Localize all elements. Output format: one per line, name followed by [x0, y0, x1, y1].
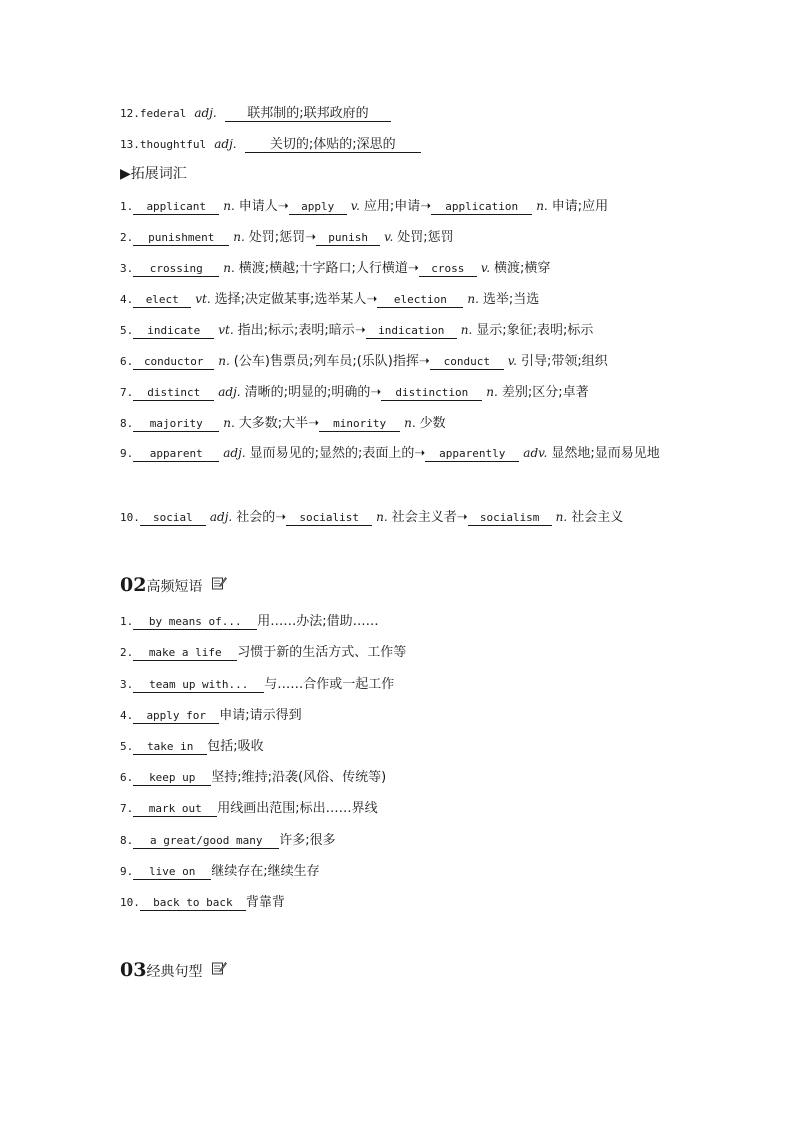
answer-blank: punishment — [133, 230, 229, 246]
text-span: federal — [139, 107, 187, 120]
part-of-speech: n. — [555, 510, 568, 524]
answer-blank: conductor — [133, 354, 214, 370]
vocab-entry-12 — [120, 104, 680, 123]
text-span: 5. — [120, 324, 134, 337]
arrow-icon: ➝ — [370, 385, 382, 400]
text-span: 用线画出范围;标出……界线 — [217, 801, 378, 816]
section-heading-03 — [120, 958, 227, 985]
text-span: 少数 — [419, 416, 446, 431]
text-span: 6. — [120, 771, 134, 784]
expand-item — [120, 321, 680, 340]
part-of-speech: adj. — [214, 137, 237, 151]
text-span: 背靠背 — [245, 895, 285, 910]
text-span: 4. — [120, 709, 134, 722]
text-span: 与……合作或一起工作 — [264, 677, 395, 692]
text-span: 社会主义者 — [391, 510, 457, 525]
arrow-icon: ➝ — [354, 323, 366, 338]
text-span: 13. — [120, 138, 140, 151]
text-span: thoughtful — [139, 138, 207, 151]
answer-blank: socialist — [286, 510, 372, 526]
text-span: 指出;标示;表明;暗示 — [237, 323, 355, 338]
text-span: 3. — [120, 678, 134, 691]
part-of-speech: n. — [233, 230, 245, 244]
text-span: 经典句型 — [146, 964, 203, 980]
answer-blank: keep up — [133, 770, 211, 786]
text-span: 12. — [120, 107, 140, 120]
part-of-speech: adj. — [194, 106, 217, 120]
part-of-speech: adj. — [218, 385, 241, 399]
part-of-speech: adj. — [209, 510, 233, 524]
text-span: 社会主义 — [571, 510, 624, 525]
answer-blank: conduct — [430, 354, 504, 370]
phrase-item — [120, 863, 680, 881]
text-span: 02 — [120, 574, 147, 596]
answer-blank: live on — [133, 864, 211, 880]
part-of-speech: n. — [486, 385, 498, 399]
text-span: 03 — [120, 959, 147, 981]
text-span: 高频短语 — [146, 579, 203, 595]
answer-blank: 联邦制的;联邦政府的 — [225, 106, 391, 122]
memo-pencil-icon — [211, 575, 227, 600]
text-span: 4. — [120, 293, 134, 306]
part-of-speech: n. — [376, 510, 388, 524]
part-of-speech: n. — [460, 323, 473, 337]
part-of-speech: adv. — [523, 446, 548, 460]
answer-blank: distinct — [133, 385, 214, 401]
answer-blank: application — [431, 199, 532, 215]
vocab-entry-13 — [120, 135, 680, 154]
section-heading-02 — [120, 573, 227, 600]
text-span: 社会的 — [236, 510, 276, 525]
part-of-speech: v. — [384, 230, 394, 244]
answer-blank: team up with... — [133, 677, 264, 693]
text-span: 3. — [120, 262, 134, 275]
text-span: 横渡;横穿 — [494, 261, 551, 276]
part-of-speech: n. — [223, 416, 235, 430]
expand-item — [120, 290, 680, 309]
text-span: 显示;象征;表明;标示 — [476, 323, 594, 338]
text-span: 申请人 — [238, 199, 278, 214]
arrow-icon: ➝ — [308, 416, 320, 431]
phrase-item — [120, 676, 680, 694]
answer-blank: election — [377, 292, 463, 308]
answer-blank: crossing — [133, 261, 219, 277]
text-span: 10. — [120, 896, 140, 909]
text-span: 申请;请示得到 — [219, 708, 302, 723]
text-span: 选举;当选 — [482, 292, 540, 307]
phrase-item — [120, 644, 680, 662]
part-of-speech: v. — [480, 261, 491, 275]
answer-blank: 关切的;体贴的;深思的 — [245, 137, 421, 153]
text-span: 1. — [120, 200, 134, 213]
memo-pencil-icon — [211, 960, 227, 985]
text-span: 清晰的;明显的;明确的 — [244, 385, 371, 400]
text-span: 拓展词汇 — [130, 166, 187, 182]
part-of-speech: n. — [467, 292, 479, 306]
text-span: (公车)售票员;列车员;(乐队)指挥 — [233, 354, 419, 369]
answer-blank: elect — [133, 292, 191, 308]
answer-blank: a great/good many — [133, 833, 279, 849]
text-span: 9. — [120, 865, 134, 878]
expand-item — [120, 228, 680, 247]
text-span: 引导;带领;组织 — [520, 354, 608, 369]
arrow-icon: ➝ — [407, 261, 419, 276]
phrase-item — [120, 738, 680, 756]
text-span: 差别;区分;卓著 — [501, 385, 589, 400]
part-of-speech: n. — [536, 199, 548, 213]
text-span: 习惯于新的生活方式、工作等 — [237, 645, 407, 660]
answer-blank: make a life — [133, 645, 237, 661]
answer-blank: apply — [289, 199, 347, 215]
arrow-icon: ➝ — [305, 230, 317, 245]
triangle-marker-icon: ▶ — [120, 166, 131, 182]
expand-item — [120, 508, 680, 527]
text-span: 7. — [120, 386, 134, 399]
answer-blank: distinction — [381, 385, 482, 401]
phrase-item — [120, 832, 680, 850]
text-span: 申请;应用 — [551, 199, 609, 214]
part-of-speech: n. — [218, 354, 230, 368]
arrow-icon: ➝ — [418, 354, 430, 369]
text-span: 10. — [120, 511, 140, 524]
phrase-item — [120, 800, 680, 818]
arrow-icon: ➝ — [420, 199, 432, 214]
answer-blank: indication — [366, 323, 457, 339]
text-span: 包括;吸收 — [207, 739, 264, 754]
answer-blank: apparently — [425, 446, 519, 462]
text-span: 应用;申请 — [363, 199, 421, 214]
arrow-icon: ➝ — [366, 292, 378, 307]
text-span: 许多;很多 — [279, 833, 336, 848]
answer-blank: back to back — [140, 895, 246, 911]
text-span: 显而易见的;显然的;表面上的 — [249, 446, 415, 461]
text-span: 显然地;显而易见地 — [551, 446, 660, 461]
part-of-speech: n. — [223, 199, 235, 213]
text-span: 7. — [120, 802, 134, 815]
answer-blank: social — [140, 510, 206, 526]
expand-item — [120, 259, 680, 278]
text-span: 处罚;惩罚 — [397, 230, 454, 245]
arrow-icon: ➝ — [277, 199, 289, 214]
text-span: 坚持;维持;沿袭(风俗、传统等) — [211, 770, 387, 785]
phrase-item — [120, 894, 680, 912]
text-span: 大多数;大半 — [238, 416, 309, 431]
part-of-speech: v. — [350, 199, 360, 213]
part-of-speech: vt. — [195, 292, 211, 306]
part-of-speech: n. — [404, 416, 416, 430]
part-of-speech: v. — [507, 354, 517, 368]
answer-blank: majority — [133, 416, 219, 432]
part-of-speech: vt. — [218, 323, 234, 337]
text-span: 继续存在;继续生存 — [211, 864, 320, 879]
answer-blank: take in — [133, 739, 207, 755]
arrow-icon: ➝ — [414, 446, 426, 461]
answer-blank: cross — [419, 261, 477, 277]
expand-item — [120, 383, 680, 402]
text-span: 2. — [120, 646, 134, 659]
text-span: 2. — [120, 231, 134, 244]
expand-item — [120, 414, 680, 433]
part-of-speech: n. — [223, 261, 235, 275]
phrase-item — [120, 769, 680, 787]
text-span: 横渡;横越;十字路口;人行横道 — [238, 261, 408, 276]
answer-blank: socialism — [468, 510, 552, 526]
answer-blank: apply for — [133, 708, 219, 724]
arrow-icon: ➝ — [275, 510, 287, 525]
answer-blank: minority — [319, 416, 400, 432]
text-span: 6. — [120, 355, 134, 368]
expand-vocab-heading — [120, 165, 680, 183]
text-span: 8. — [120, 834, 134, 847]
text-span: 9. — [120, 447, 134, 460]
text-span: 选择;决定做某事;选举某人 — [214, 292, 367, 307]
text-span: 用……办法;借助…… — [257, 614, 379, 629]
answer-blank: punish — [316, 230, 380, 246]
answer-blank: by means of... — [133, 614, 257, 630]
text-span: 1. — [120, 615, 134, 628]
answer-blank: mark out — [133, 801, 217, 817]
answer-blank: apparent — [133, 446, 219, 462]
expand-item — [120, 352, 680, 371]
answer-blank: applicant — [133, 199, 219, 215]
answer-blank: indicate — [133, 323, 214, 339]
part-of-speech: adj. — [223, 446, 246, 460]
expand-item — [120, 197, 680, 216]
text-span: 5. — [120, 740, 134, 753]
phrase-item — [120, 707, 680, 725]
text-span: 8. — [120, 417, 134, 430]
text-span: 处罚;惩罚 — [248, 230, 306, 245]
arrow-icon: ➝ — [456, 510, 468, 525]
expand-item — [120, 438, 680, 469]
phrase-item — [120, 613, 680, 631]
